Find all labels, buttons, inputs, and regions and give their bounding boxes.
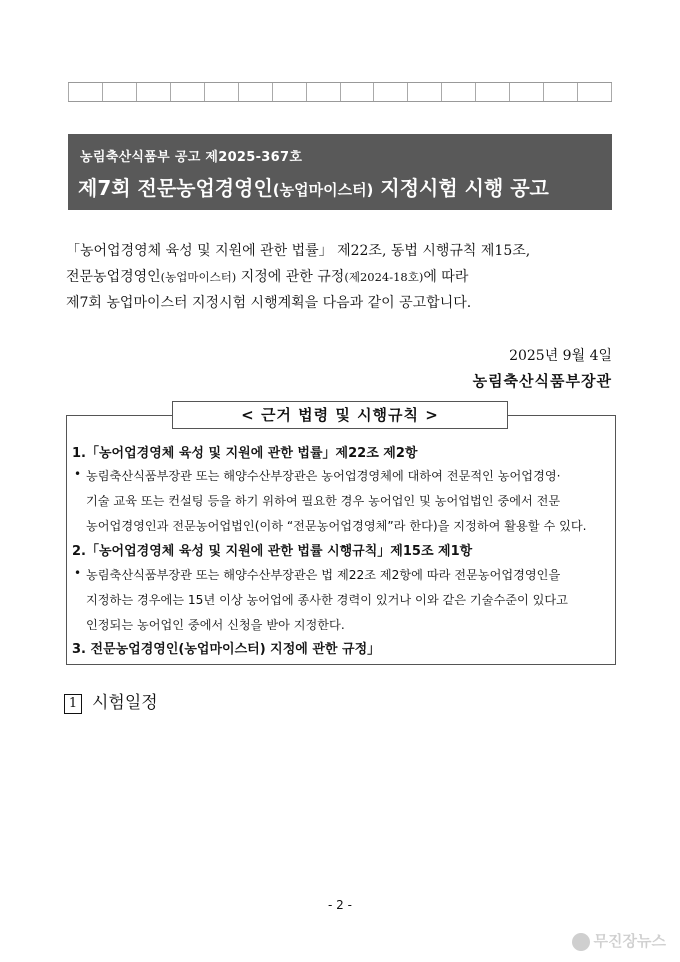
bullet-icon: • <box>74 566 82 580</box>
section-heading <box>64 688 158 714</box>
legal-item-1-line: 기술 교육 또는 컨설팅 등을 하기 위하여 필요한 경우 농어업인 및 농어업법인 중에서 전문 <box>86 494 561 508</box>
section-number: 1 <box>64 694 82 714</box>
issuer: 농림축산식품부장관 <box>472 372 612 390</box>
page-number: - 2 - <box>328 898 352 912</box>
intro-line-1: 「농어업경영체 육성 및 지원에 관한 법률」 제22조, 동법 시행규칙 제15조, <box>66 243 531 259</box>
notice-date: 2025년 9월 4일 <box>509 348 612 364</box>
section-title: 시험일정 <box>92 693 158 713</box>
bullet-icon: • <box>74 467 82 481</box>
watermark-icon <box>572 933 590 951</box>
notice-number: 농림축산식품부 공고 제2025-367호 <box>80 150 303 165</box>
notice-banner <box>68 134 612 210</box>
legal-item-2-line: 지정하는 경우에는 15년 이상 농어업에 종사한 경력이 있거나 이와 같은 기술수준이 있다고 <box>86 593 568 607</box>
legal-item-1-line: 농림축산식품부장관 또는 해양수산부장관은 농어업경영체에 대하여 전문적인 농어업경영· <box>86 469 561 483</box>
watermark-logo: 무진장뉴스 <box>572 930 666 951</box>
legal-basis-heading: < 근거 법령 및 시행규칙 > <box>172 401 508 429</box>
notice-title: 제7회 전문농업경영인(농업마이스터) 지정시험 시행 공고 <box>78 176 549 200</box>
intro-line-2: 전문농업경영인(농업마이스터) 지정에 관한 규정(제2024-18호)에 따라 <box>66 269 469 285</box>
legal-item-1-head: 1.「농어업경영체 육성 및 지원에 관한 법률」제22조 제2항 <box>72 446 418 461</box>
legal-item-2-line: 인정되는 농어업인 중에서 신청을 받아 지정한다. <box>86 618 345 632</box>
legal-item-2-head: 2.「농어업경영체 육성 및 지원에 관한 법률 시행규칙」제15조 제1항 <box>72 544 473 559</box>
header-grid-decoration <box>68 82 612 102</box>
legal-item-3-head: 3. 전문농업경영인(농업마이스터) 지정에 관한 규정」 <box>72 642 381 657</box>
legal-item-2-line: 농림축산식품부장관 또는 해양수산부장관은 법 제22조 제2항에 따라 전문농어업경영인을 <box>86 568 561 582</box>
intro-line-3: 제7회 농업마이스터 지정시험 시행계획을 다음과 같이 공고합니다. <box>66 295 472 311</box>
legal-item-1-line: 농어업경영인과 전문농어업법인(이하 “전문농어업경영체”라 한다)을 지정하여 활용할 수 있다. <box>86 519 587 533</box>
